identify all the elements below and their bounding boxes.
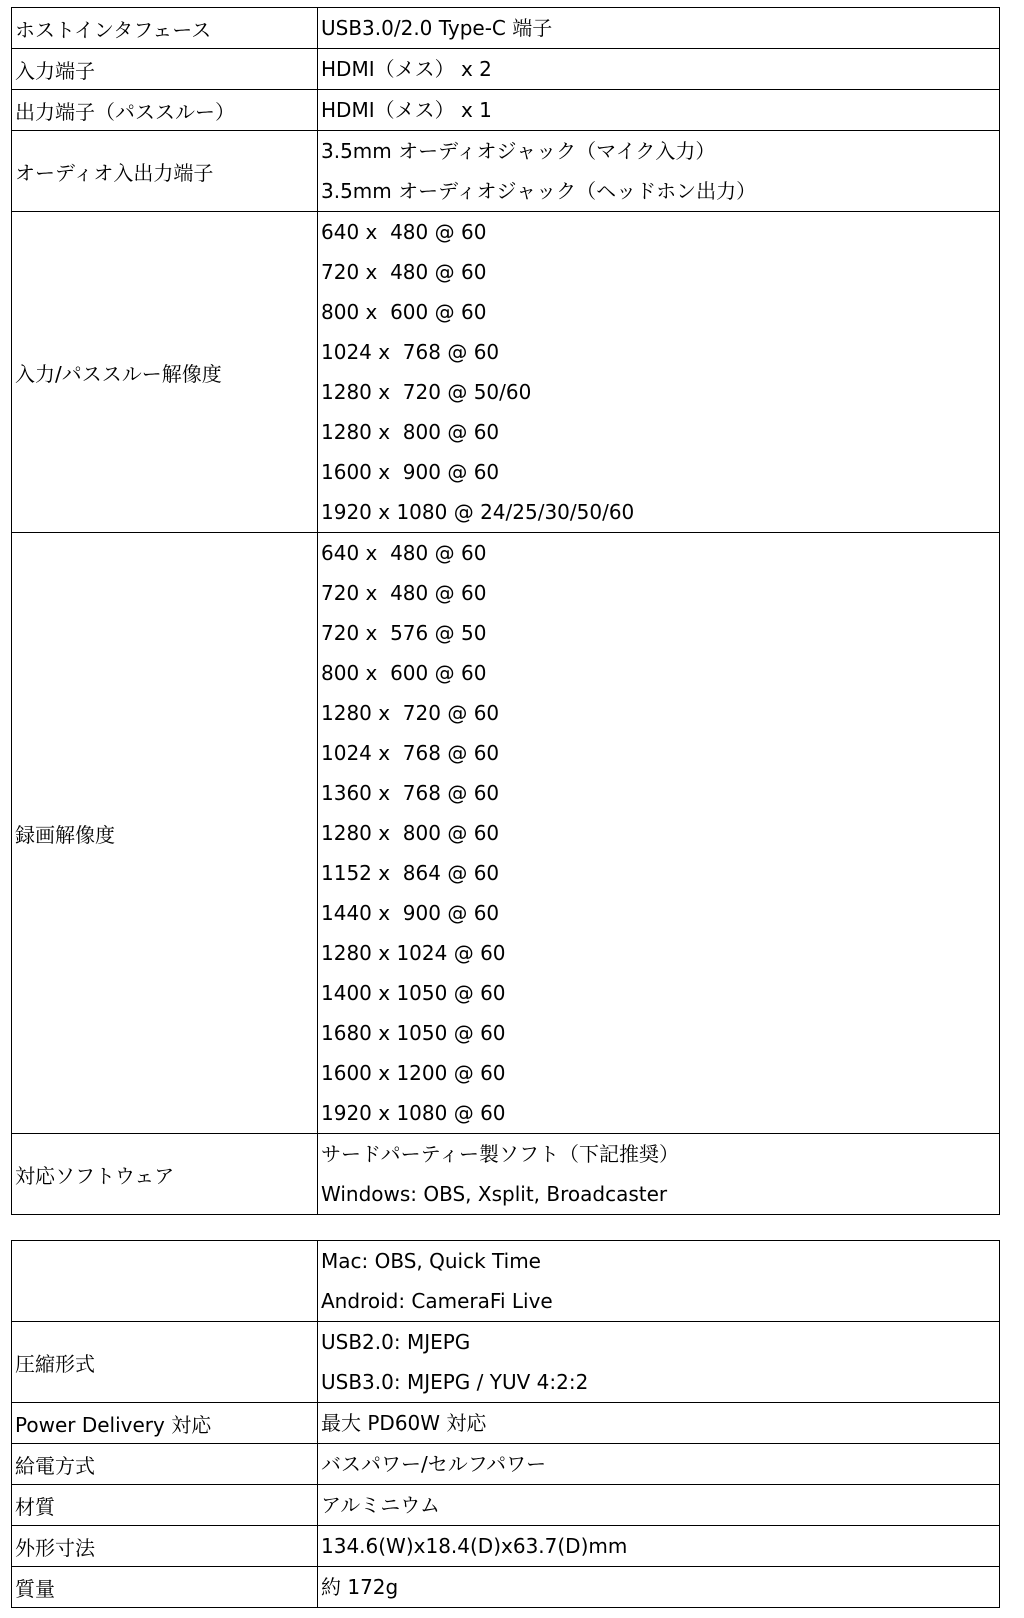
spec-value-line: 1152 x 864 @ 60 <box>321 861 500 885</box>
spec-value-line: USB2.0: MJEPG <box>321 1330 471 1354</box>
spec-value-line: 1360 x 768 @ 60 <box>321 781 500 805</box>
spec-value-line: 720 x 480 @ 60 <box>321 260 487 284</box>
spec-value <box>318 1403 1000 1444</box>
spec-table-bottom <box>11 1240 1000 1608</box>
spec-value-line: 800 x 600 @ 60 <box>321 300 487 324</box>
spec-value <box>318 8 1000 49</box>
spec-value-line: 720 x 480 @ 60 <box>321 581 487 605</box>
spec-value-line: 3.5mm オーディオジャック（ヘッドホン出力） <box>321 179 757 203</box>
spec-value-line: バスパワー/セルフパワー <box>321 1452 547 1476</box>
spec-value-line: Windows: OBS, Xsplit, Broadcaster <box>321 1182 668 1206</box>
spec-value-line: 1600 x 1200 @ 60 <box>321 1061 506 1085</box>
spec-value-line: 最大 PD60W 対応 <box>321 1411 487 1435</box>
spec-value-line: 約 172g <box>321 1575 399 1599</box>
spec-value-line: 1024 x 768 @ 60 <box>321 340 500 364</box>
spec-value <box>318 1444 1000 1485</box>
spec-value-line: Mac: OBS, Quick Time <box>321 1249 541 1273</box>
spec-value <box>318 533 1000 1134</box>
spec-value <box>318 131 1000 212</box>
spec-value-line: 3.5mm オーディオジャック（マイク入力） <box>321 139 716 163</box>
spec-value-line: Android: CameraFi Live <box>321 1289 553 1313</box>
spec-value-line: USB3.0: MJEPG / YUV 4:2:2 <box>321 1370 589 1394</box>
spec-value <box>318 1526 1000 1567</box>
spec-row <box>12 212 1000 533</box>
spec-label: オーディオ入出力端子 <box>12 131 318 212</box>
spec-value-line: 1600 x 900 @ 60 <box>321 460 500 484</box>
spec-table-top <box>11 7 1000 1215</box>
spec-value-line: サードパーティー製ソフト（下記推奨） <box>321 1142 679 1166</box>
spec-row <box>12 1403 1000 1444</box>
spec-row <box>12 131 1000 212</box>
spec-value-line: 1280 x 720 @ 50/60 <box>321 380 532 404</box>
spec-label <box>12 1241 318 1322</box>
spec-value-line: 640 x 480 @ 60 <box>321 220 487 244</box>
spec-value-line: 640 x 480 @ 60 <box>321 541 487 565</box>
spec-label: 材質 <box>12 1485 318 1526</box>
spec-value-line: 1280 x 800 @ 60 <box>321 821 500 845</box>
spec-value-line: 1280 x 720 @ 60 <box>321 701 500 725</box>
spec-value-line: 1680 x 1050 @ 60 <box>321 1021 506 1045</box>
spec-value-line: 1024 x 768 @ 60 <box>321 741 500 765</box>
spec-row <box>12 1485 1000 1526</box>
spec-value-line: HDMI（メス） x 1 <box>321 98 492 122</box>
spec-value-line: 1440 x 900 @ 60 <box>321 901 500 925</box>
spec-row <box>12 1322 1000 1403</box>
spec-row <box>12 1526 1000 1567</box>
spec-value-line: アルミニウム <box>321 1493 440 1517</box>
spec-value-line: 720 x 576 @ 50 <box>321 621 487 645</box>
spec-value <box>318 49 1000 90</box>
spec-value-line: 134.6(W)x18.4(D)x63.7(D)mm <box>321 1534 628 1558</box>
spec-value-line: 1280 x 1024 @ 60 <box>321 941 506 965</box>
spec-row <box>12 90 1000 131</box>
spec-value <box>318 1485 1000 1526</box>
spec-row <box>12 1444 1000 1485</box>
spec-value-line: 1280 x 800 @ 60 <box>321 420 500 444</box>
spec-value <box>318 212 1000 533</box>
spec-label: 入力端子 <box>12 49 318 90</box>
spec-value-line: 1400 x 1050 @ 60 <box>321 981 506 1005</box>
spec-value <box>318 1134 1000 1215</box>
spec-value-line: HDMI（メス） x 2 <box>321 57 492 81</box>
spec-label: 出力端子（パススルー） <box>12 90 318 131</box>
spec-value <box>318 1322 1000 1403</box>
spec-row <box>12 533 1000 1134</box>
spec-value <box>318 1241 1000 1322</box>
spec-label: Power Delivery 対応 <box>12 1403 318 1444</box>
spec-row <box>12 49 1000 90</box>
spec-value <box>318 1567 1000 1608</box>
spec-value-line: 1920 x 1080 @ 24/25/30/50/60 <box>321 500 635 524</box>
spec-label: 圧縮形式 <box>12 1322 318 1403</box>
spec-label: 録画解像度 <box>12 533 318 1134</box>
spec-row <box>12 1241 1000 1322</box>
spec-value-line: 800 x 600 @ 60 <box>321 661 487 685</box>
spec-value <box>318 90 1000 131</box>
spec-label: 入力/パススルー解像度 <box>12 212 318 533</box>
spec-row <box>12 1567 1000 1608</box>
spec-label: 外形寸法 <box>12 1526 318 1567</box>
spec-label: 対応ソフトウェア <box>12 1134 318 1215</box>
spec-value-line: 1920 x 1080 @ 60 <box>321 1101 506 1125</box>
spec-row <box>12 1134 1000 1215</box>
spec-row <box>12 8 1000 49</box>
spec-value-line: USB3.0/2.0 Type-C 端子 <box>321 16 553 40</box>
spec-label: 質量 <box>12 1567 318 1608</box>
spec-label: 給電方式 <box>12 1444 318 1485</box>
spec-label: ホストインタフェース <box>12 8 318 49</box>
